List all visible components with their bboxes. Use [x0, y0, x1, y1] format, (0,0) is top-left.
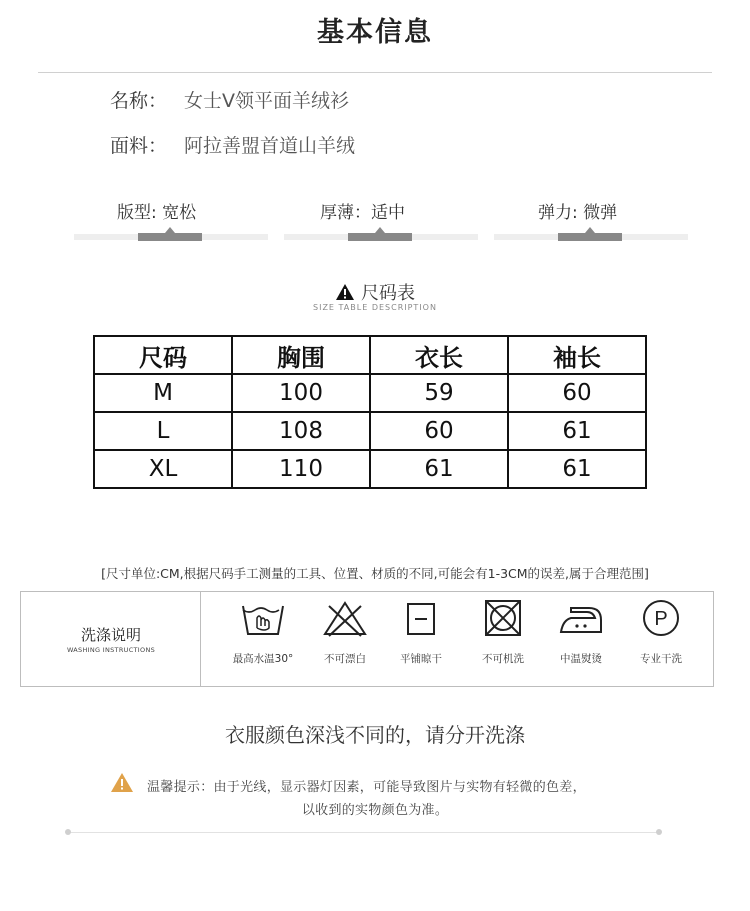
iron-medium-icon — [557, 598, 605, 638]
size-table-header-row — [94, 336, 646, 374]
washing-title: 洗涤说明 — [80, 626, 141, 644]
no-machine-wash-icon — [479, 598, 527, 638]
wash-item — [220, 598, 306, 666]
size-table-subheading: SIZE TABLE DESCRIPTION — [313, 303, 437, 312]
elasticity-scale-indicator — [558, 233, 622, 241]
divider-dot-right — [656, 829, 662, 835]
table-row — [94, 412, 646, 450]
header-length: 衣长 — [370, 336, 508, 374]
bottom-divider — [68, 832, 660, 833]
size-table-heading — [0, 279, 750, 305]
divider-dot-left — [65, 829, 71, 835]
wash-item-label: 平铺晾干 — [400, 653, 442, 665]
wash-item-label: 不可机洗 — [482, 653, 524, 665]
cell-chest: 100 — [232, 374, 370, 412]
cell-sleeve: 60 — [508, 374, 646, 412]
cell-size: XL — [94, 450, 232, 488]
fabric-row — [110, 131, 355, 158]
wash-item-label: 最高水温30° — [232, 653, 294, 665]
table-row — [94, 374, 646, 412]
warning-triangle-icon — [335, 283, 355, 301]
fit-attribute: 版型: 宽松 — [117, 203, 197, 223]
page-title: 基本信息 — [317, 17, 433, 48]
cell-length: 61 — [370, 450, 508, 488]
dry-clean-p-icon — [637, 598, 685, 638]
fit-scale-indicator — [138, 233, 202, 241]
thickness-scale-indicator — [348, 233, 412, 241]
thickness-scale-pointer — [375, 227, 385, 233]
thickness-attribute: 厚薄：适中 — [320, 203, 405, 223]
wash-item — [618, 598, 704, 666]
cell-chest: 110 — [232, 450, 370, 488]
dry-flat-icon — [397, 598, 445, 638]
elasticity-scale-pointer — [585, 227, 595, 233]
wash-item-label: 不可漂白 — [324, 653, 366, 665]
cell-length: 60 — [370, 412, 508, 450]
header-chest: 胸围 — [232, 336, 370, 374]
header-size: 尺码 — [94, 336, 232, 374]
header-sleeve: 袖长 — [508, 336, 646, 374]
elasticity-attribute: 弹力: 微弹 — [538, 203, 618, 223]
wash-item — [460, 598, 546, 666]
washing-subtitle: WASHING INSTRUCTIONS — [66, 646, 156, 654]
color-separation-note: 衣服颜色深浅不同的，请分开洗涤 — [225, 723, 525, 747]
cell-size: L — [94, 412, 232, 450]
table-row — [94, 450, 646, 488]
wash-30-icon — [239, 598, 287, 638]
tip-line-1: 温馨提示：由于光线，显示器灯因素，可能导致图片与实物有轻微的色差， — [147, 780, 586, 795]
cell-size: M — [94, 374, 232, 412]
caution-icon — [110, 772, 134, 793]
cell-chest: 108 — [232, 412, 370, 450]
size-table-title: 尺码表 — [361, 283, 415, 304]
cell-sleeve: 61 — [508, 412, 646, 450]
title-divider — [38, 72, 712, 73]
cell-sleeve: 61 — [508, 450, 646, 488]
wash-item-label: 中温熨烫 — [560, 653, 602, 665]
no-bleach-icon — [321, 598, 369, 638]
cell-length: 59 — [370, 374, 508, 412]
name-label: 名称： — [110, 90, 168, 112]
wash-item — [302, 598, 388, 666]
wash-item-label: 专业干洗 — [640, 653, 682, 665]
wash-item — [378, 598, 464, 666]
wash-item — [538, 598, 624, 666]
name-row — [110, 86, 349, 113]
measurement-note: [尺寸单位:CM,根据尺码手工测量的工具、位置、材质的不同,可能会有1-3CM的误差,属于合理范围] — [101, 566, 649, 581]
name-value: 女士V领平面羊绒衫 — [184, 90, 349, 112]
svg-text:P: P — [654, 608, 668, 630]
size-table — [93, 335, 647, 489]
fabric-label: 面料： — [110, 135, 168, 157]
fit-scale-pointer — [165, 227, 175, 233]
tip-line-2: 以收到的实物颜色为准。 — [301, 803, 449, 818]
fabric-value: 阿拉善盟首道山羊绒 — [184, 135, 356, 157]
